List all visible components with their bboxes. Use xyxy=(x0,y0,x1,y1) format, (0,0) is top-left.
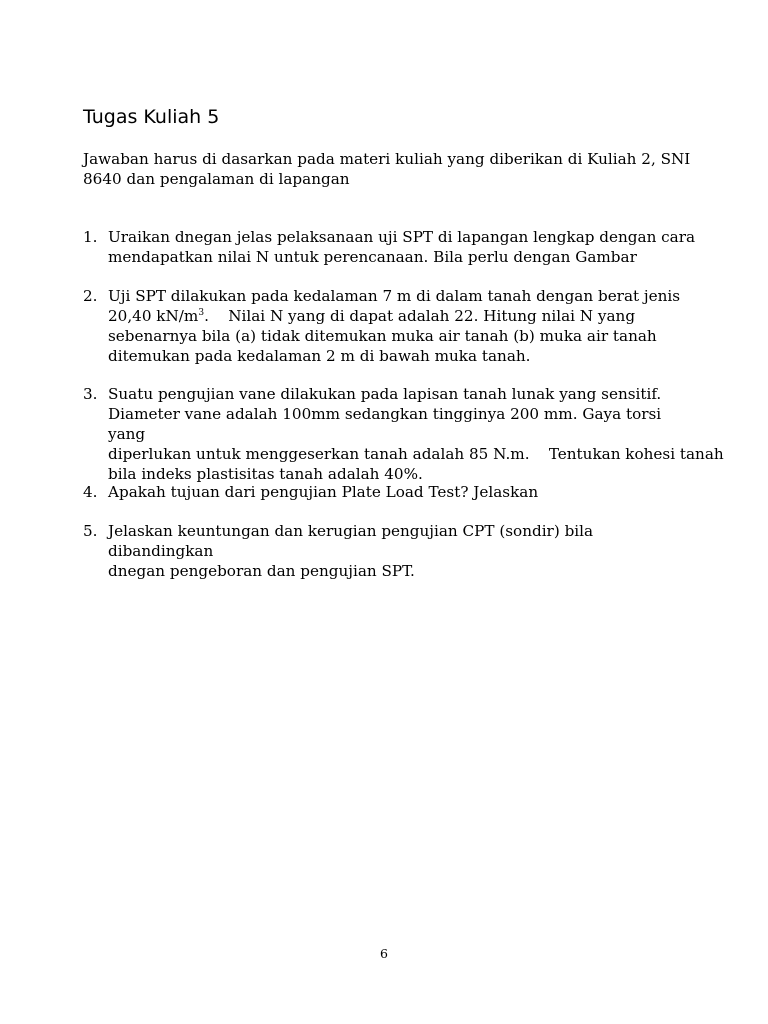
question-line: Uji SPT dilakukan pada kedalaman 7 m di dalam tanah dengan berat jenis xyxy=(108,287,681,305)
question-line: Jelaskan keuntungan dan kerugian pengujian CPT (sondir) bila dibandingkan xyxy=(108,522,594,560)
question-number: 5. xyxy=(83,522,98,540)
question-number: 2. xyxy=(83,287,98,305)
question-line: ditemukan pada kedalaman 2 m di bawah muka tanah. xyxy=(108,347,531,365)
question-line: Uraikan dnegan jelas pelaksanaan uji SPT di lapangan lengkap dengan cara xyxy=(108,228,696,246)
question-line xyxy=(108,307,635,325)
question-item-3 xyxy=(83,384,724,484)
page-title: Tugas Kuliah 5 xyxy=(83,106,220,128)
question-item-2 xyxy=(83,286,703,366)
question-line: diperlukan untuk menggeserkan tanah adalah 85 N.m. Tentukan kohesi tanah xyxy=(108,445,724,463)
question-number: 1. xyxy=(83,228,98,246)
question-text xyxy=(108,286,703,366)
superscript-exponent: 3 xyxy=(198,308,205,318)
intro-paragraph xyxy=(83,149,703,189)
intro-line: Jawaban harus di dasarkan pada materi kuliah yang diberikan di Kuliah 2, SNI xyxy=(83,150,691,168)
question-line: Suatu pengujian vane dilakukan pada lapisan tanah lunak yang sensitif. xyxy=(108,385,662,403)
question-item-4 xyxy=(83,482,703,502)
question-line: bila indeks plastisitas tanah adalah 40%. xyxy=(108,465,423,483)
question-line: Apakah tujuan dari pengujian Plate Load Test? Jelaskan xyxy=(108,483,539,501)
page-number: 6 xyxy=(380,946,388,961)
question-line: sebenarnya bila (a) tidak ditemukan muka air tanah (b) muka air tanah xyxy=(108,327,657,345)
question-item-1 xyxy=(83,227,703,267)
question-item-5 xyxy=(83,521,703,581)
question-number: 4. xyxy=(83,483,98,501)
question-line: dnegan pengeboran dan pengujian SPT. xyxy=(108,562,415,580)
question-number: 3. xyxy=(83,385,98,403)
question-text xyxy=(108,384,724,484)
question-line: mendapatkan nilai N untuk perencanaan. Bila perlu dengan Gambar xyxy=(108,248,637,266)
question-line-rest: . Nilai N yang di dapat adalah 22. Hitung nilai N yang xyxy=(204,307,636,325)
question-text xyxy=(108,227,703,267)
question-text xyxy=(108,482,703,502)
question-text xyxy=(108,521,703,581)
question-line: Diameter vane adalah 100mm sedangkan tingginya 200 mm. Gaya torsi yang xyxy=(108,405,662,443)
intro-line: 8640 dan pengalaman di lapangan xyxy=(83,170,350,188)
unit-weight-value: 20,40 kN/m xyxy=(108,307,199,325)
